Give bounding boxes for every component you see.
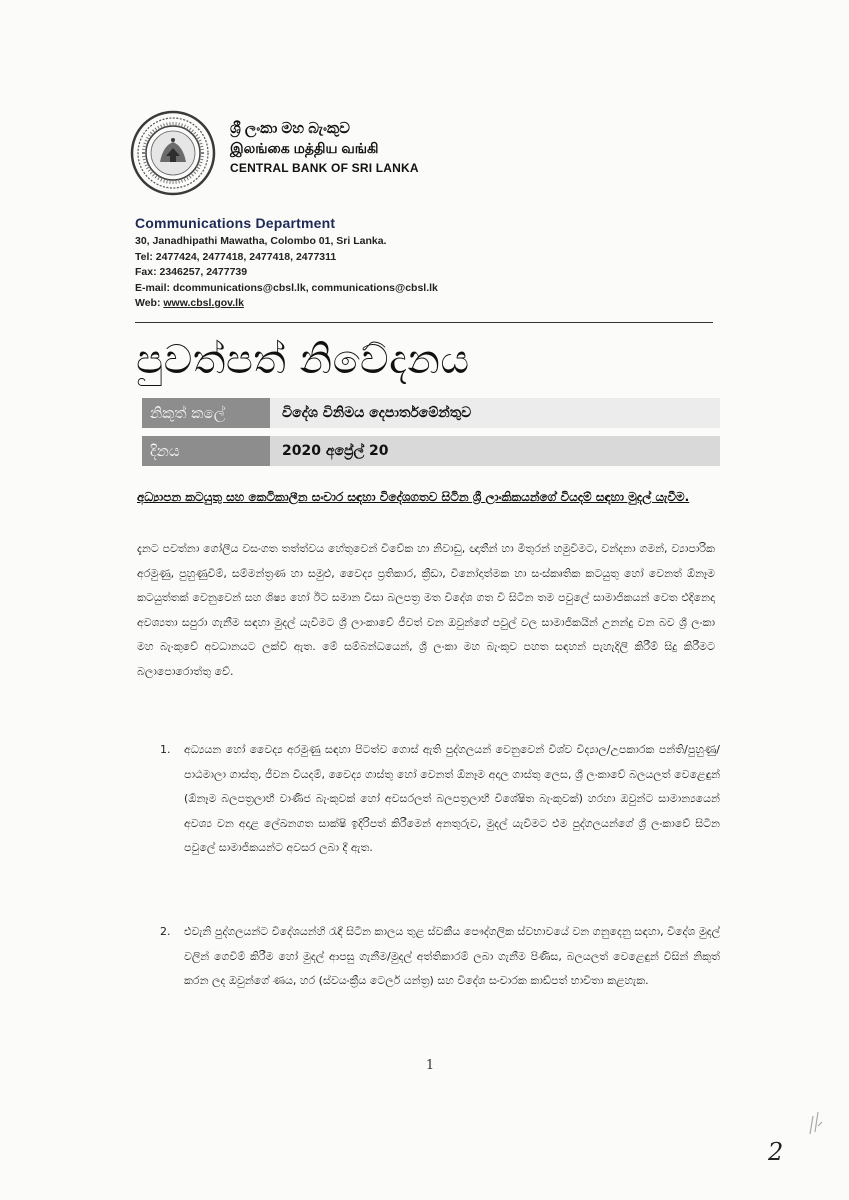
handwritten-page-mark: 2 — [768, 1138, 784, 1166]
web-label: Web: — [135, 297, 164, 309]
list-number: 2. — [160, 925, 171, 938]
document-title: පුවත්පත් නිවේදනය — [136, 337, 470, 383]
list-text: අධ්‍යයන හෝ වෛද්‍ය අරමුණු සඳහා පිටත්ව ගොස් ඇති පුද්ගලයන් වෙනුවෙන් විශ්ව විද්‍යාල/උපකාරක පන්ති/පුහුණු/පාඨමාලා ගාස්තු, ජීවන වියදම්, වෛද්‍ය ගාස්තු හෝ වෙනත් ඕනෑම අදාල ගාස්තු ලෙස, ශ්‍රී ලංකාවේ බලයලත් වෙළෙඳුන් (ඕනෑම බලපත්‍රලාභී වාණිජ බැංකුවක් හෝ අවසරලත් බලපත්‍රලාභී විශේෂිත බැංකුවක්) හරහා ඔවුන්ට සාමාන්‍යයෙන් අවශ්‍ය වන අදාළ ලේඛනගත සාක්ෂි ඉදිරිපත් කිරීමෙන් අනතුරුව, මුදල් යැවීමට එම පුද්ගලයන්ගේ ශ්‍රී ලංකාවේ සිටින පවුලේ සාමාජිකයන්ට අවසර ලබා දී ඇත. — [184, 743, 720, 854]
bank-name-english: CENTRAL BANK OF SRI LANKA — [230, 161, 419, 176]
meta-row-issued-by — [142, 398, 722, 428]
page-number: 1 — [425, 1058, 435, 1073]
meta-label: නිකුත් කලේ — [142, 398, 270, 428]
intro-paragraph: දැනට පවත්නා ගෝලීය වසංගත තත්ත්වය හේතුවෙන් විවේක හා නිවාඩු, ඥාතීන් හා මිතුරන් හමුවීමට, වන්දනා ගමන්, ව්‍යාපාරික අරමුණු, පුහුණුවීම්, සම්මන්ත්‍රණ හා සමුළු, වෛද්‍ය ප්‍රතිකාර, ක්‍රීඩා, විනෝදාත්මක හා සංස්කෘතික කටයුතු හෝ වෙනත් ඕනෑම කටයුත්තක් වෙනුවෙන් සහ ශිෂ්‍ය හෝ ඊට සමාන වීසා බලපත්‍ර මත විදේශ ගත වී සිටින තම පවුලේ සාමාජිකයන් වෙත එදිනෙදා අවශ්‍යතා සපුරා ගැනීම සඳහා මුදල් යැවීමට ශ්‍රී ලාංකාවේ ජීවත් වන ඔවුන්ගේ පවුල් වල සාමාජිකයින් උනන්දු වන බව ශ්‍රී ලංකා මහ බැංකුවේ අවධානයට ලක්වී ඇත. මේ සම්බන්ධයෙන්, ශ්‍රී ලංකා මහ බැංකුව පහත සඳහන් පැහැදිලි කිරීම් සිදු කිරීමට බලාපොරොත්තු වේ. — [137, 542, 715, 678]
scribble-mark-icon — [806, 1108, 826, 1138]
email[interactable]: E-mail: dcommunications@cbsl.lk, communications@cbsl.lk — [135, 281, 438, 294]
contact-block — [135, 214, 555, 312]
address: 30, Janadhipathi Mawatha, Colombo 01, Sri Lanka. — [135, 235, 387, 247]
website — [135, 296, 555, 312]
bank-name-tamil: இலங்கை மத்திய வங்கி — [230, 140, 379, 157]
website-link[interactable]: www.cbsl.gov.lk — [163, 297, 244, 309]
meta-value: 2020 අප්‍රේල් 20 — [270, 436, 720, 466]
central-bank-seal-icon — [130, 110, 216, 196]
subject-heading: අධ්‍යාපන කටයුතු සහ කෙටිකාලීන සංචාර සඳහා විදේශගතව සිටින ශ්‍රී ලාංකිකයන්ගේ වියදම් සඳහා මුදල් යැවීම. — [137, 490, 690, 504]
department-name: Communications Department — [135, 215, 336, 231]
list-text: එවැනි පුද්ගලයන්ට විදේශයන්හි රැඳී සිටින කාලය තුළ ස්වකීය පෞද්ගලික ස්වභාවයේ වන ගනුදෙනු සඳහා, විදේශ මුදල් වලින් ගෙවීම් කිරීම හෝ මුදල් ආපසු ගැනීම/මුදල් අත්තිකාරම් ලබා ගැනීම පිණිස, බලයලත් වෙළෙඳුන් විසින් නිකුත් කරන ලද ඔවුන්ගේ ණය, හර (ස්වයංක්‍රීය ටෙලර් යන්ත්‍ර) සහ විදේශ සංචාරක කාඩ්පත් භාවිතා කළහැක. — [184, 925, 720, 987]
header-divider — [135, 322, 713, 323]
fax: Fax: 2346257, 2477739 — [135, 266, 248, 278]
bank-name-sinhala: ශ්‍රී ලංකා මහ බැංකුව — [230, 120, 350, 137]
meta-value: විදේශ විනිමය දෙපාර්තමේන්තුව — [270, 398, 720, 428]
list-number: 1. — [160, 743, 171, 756]
meta-row-date — [142, 436, 722, 466]
meta-label: දිනය — [142, 436, 270, 466]
bank-names — [230, 120, 530, 176]
telephone: Tel: 2477424, 2477418, 2477418, 2477311 — [135, 250, 337, 263]
